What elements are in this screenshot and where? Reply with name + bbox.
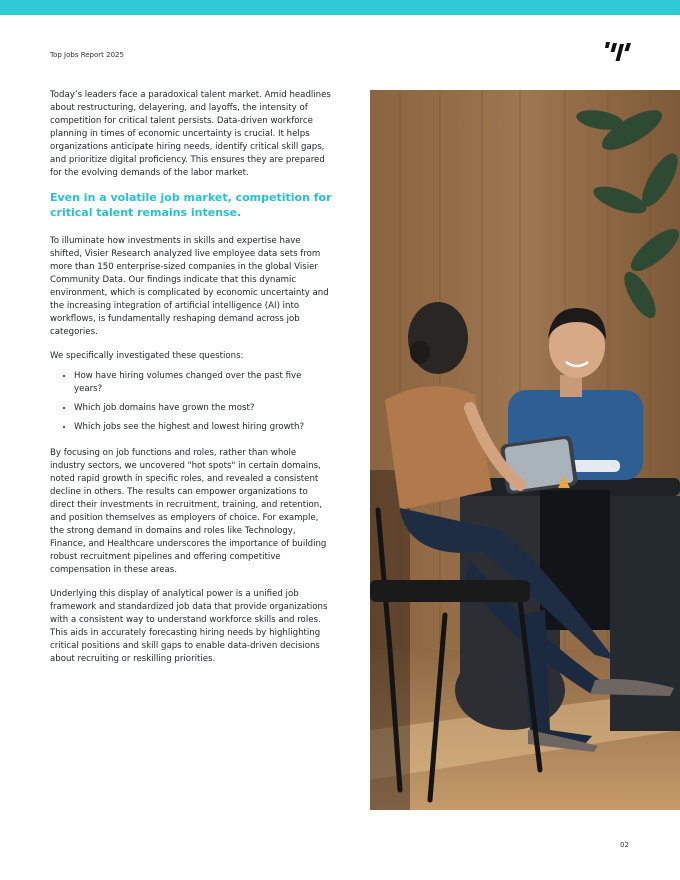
page-number: 02 <box>620 841 629 849</box>
research-paragraph: To illuminate how investments in skills and expertise have shifted, Visier Research analyzed live employee data sets from more than 150 enterprise-sized companies in the global Visier Community Data. Our findings indicate that this dynamic environment, which is complicated by economic uncertainty and the increasing integration of artificial intelligence (AI) into workflows, is fundamentally reshaping demand across job categories. <box>50 236 329 337</box>
list-item: • How have hiring volumes changed over the past five years? <box>74 370 332 396</box>
main-text-column <box>50 89 332 666</box>
findings-paragraph: By focusing on job functions and roles, rather than whole industry sectors, we uncovered "hot spots" in certain domains, noted rapid growth in specific roles, and revealed a consistent decline in others. The results can empower organizations to direct their investments in recruitment, training, and retention, and position themselves as employers of choice. For example, the strong demand in domains and roles like Technology, Finance, and Healthcare underscores the importance of building robust recruitment pipelines and offering competitive compensation in these areas. <box>50 448 327 575</box>
framework-paragraph: Underlying this display of analytical power is a unified job framework and standardized job data that provide organizations with a consistent way to understand workforce skills and roles. This aids in accurately forecasting hiring needs by highlighting critical positions and skill gaps to enable data-driven decisions about recruiting or reskilling priorities. <box>50 589 328 664</box>
top-accent-bar <box>0 0 680 15</box>
list-item: • Which job domains have grown the most? <box>74 402 332 415</box>
intro-paragraph: Today’s leaders face a paradoxical talent market. Amid headlines about restructuring, delayering, and layoffs, the intensity of competition for critical talent persists. Data-driven workforce planning in times of economic uncertainty is crucial. It helps organizations anticipate hiring needs, identify critical skill gaps, and prioritize digital proficiency. This ensures they are prepared for the evolving demands of the labor market. <box>50 90 331 178</box>
meeting-illustration <box>370 90 680 810</box>
list-item: • Which jobs see the highest and lowest hiring growth? <box>74 421 332 434</box>
section-subheading: Even in a volatile job market, competition for critical talent remains intense. <box>50 191 332 219</box>
visier-logo-icon <box>604 41 632 63</box>
report-title: Top Jobs Report 2025 <box>50 51 124 59</box>
meeting-photo <box>370 90 680 810</box>
questions-intro: We specifically investigated these questions: <box>50 351 244 361</box>
questions-list <box>50 370 332 434</box>
